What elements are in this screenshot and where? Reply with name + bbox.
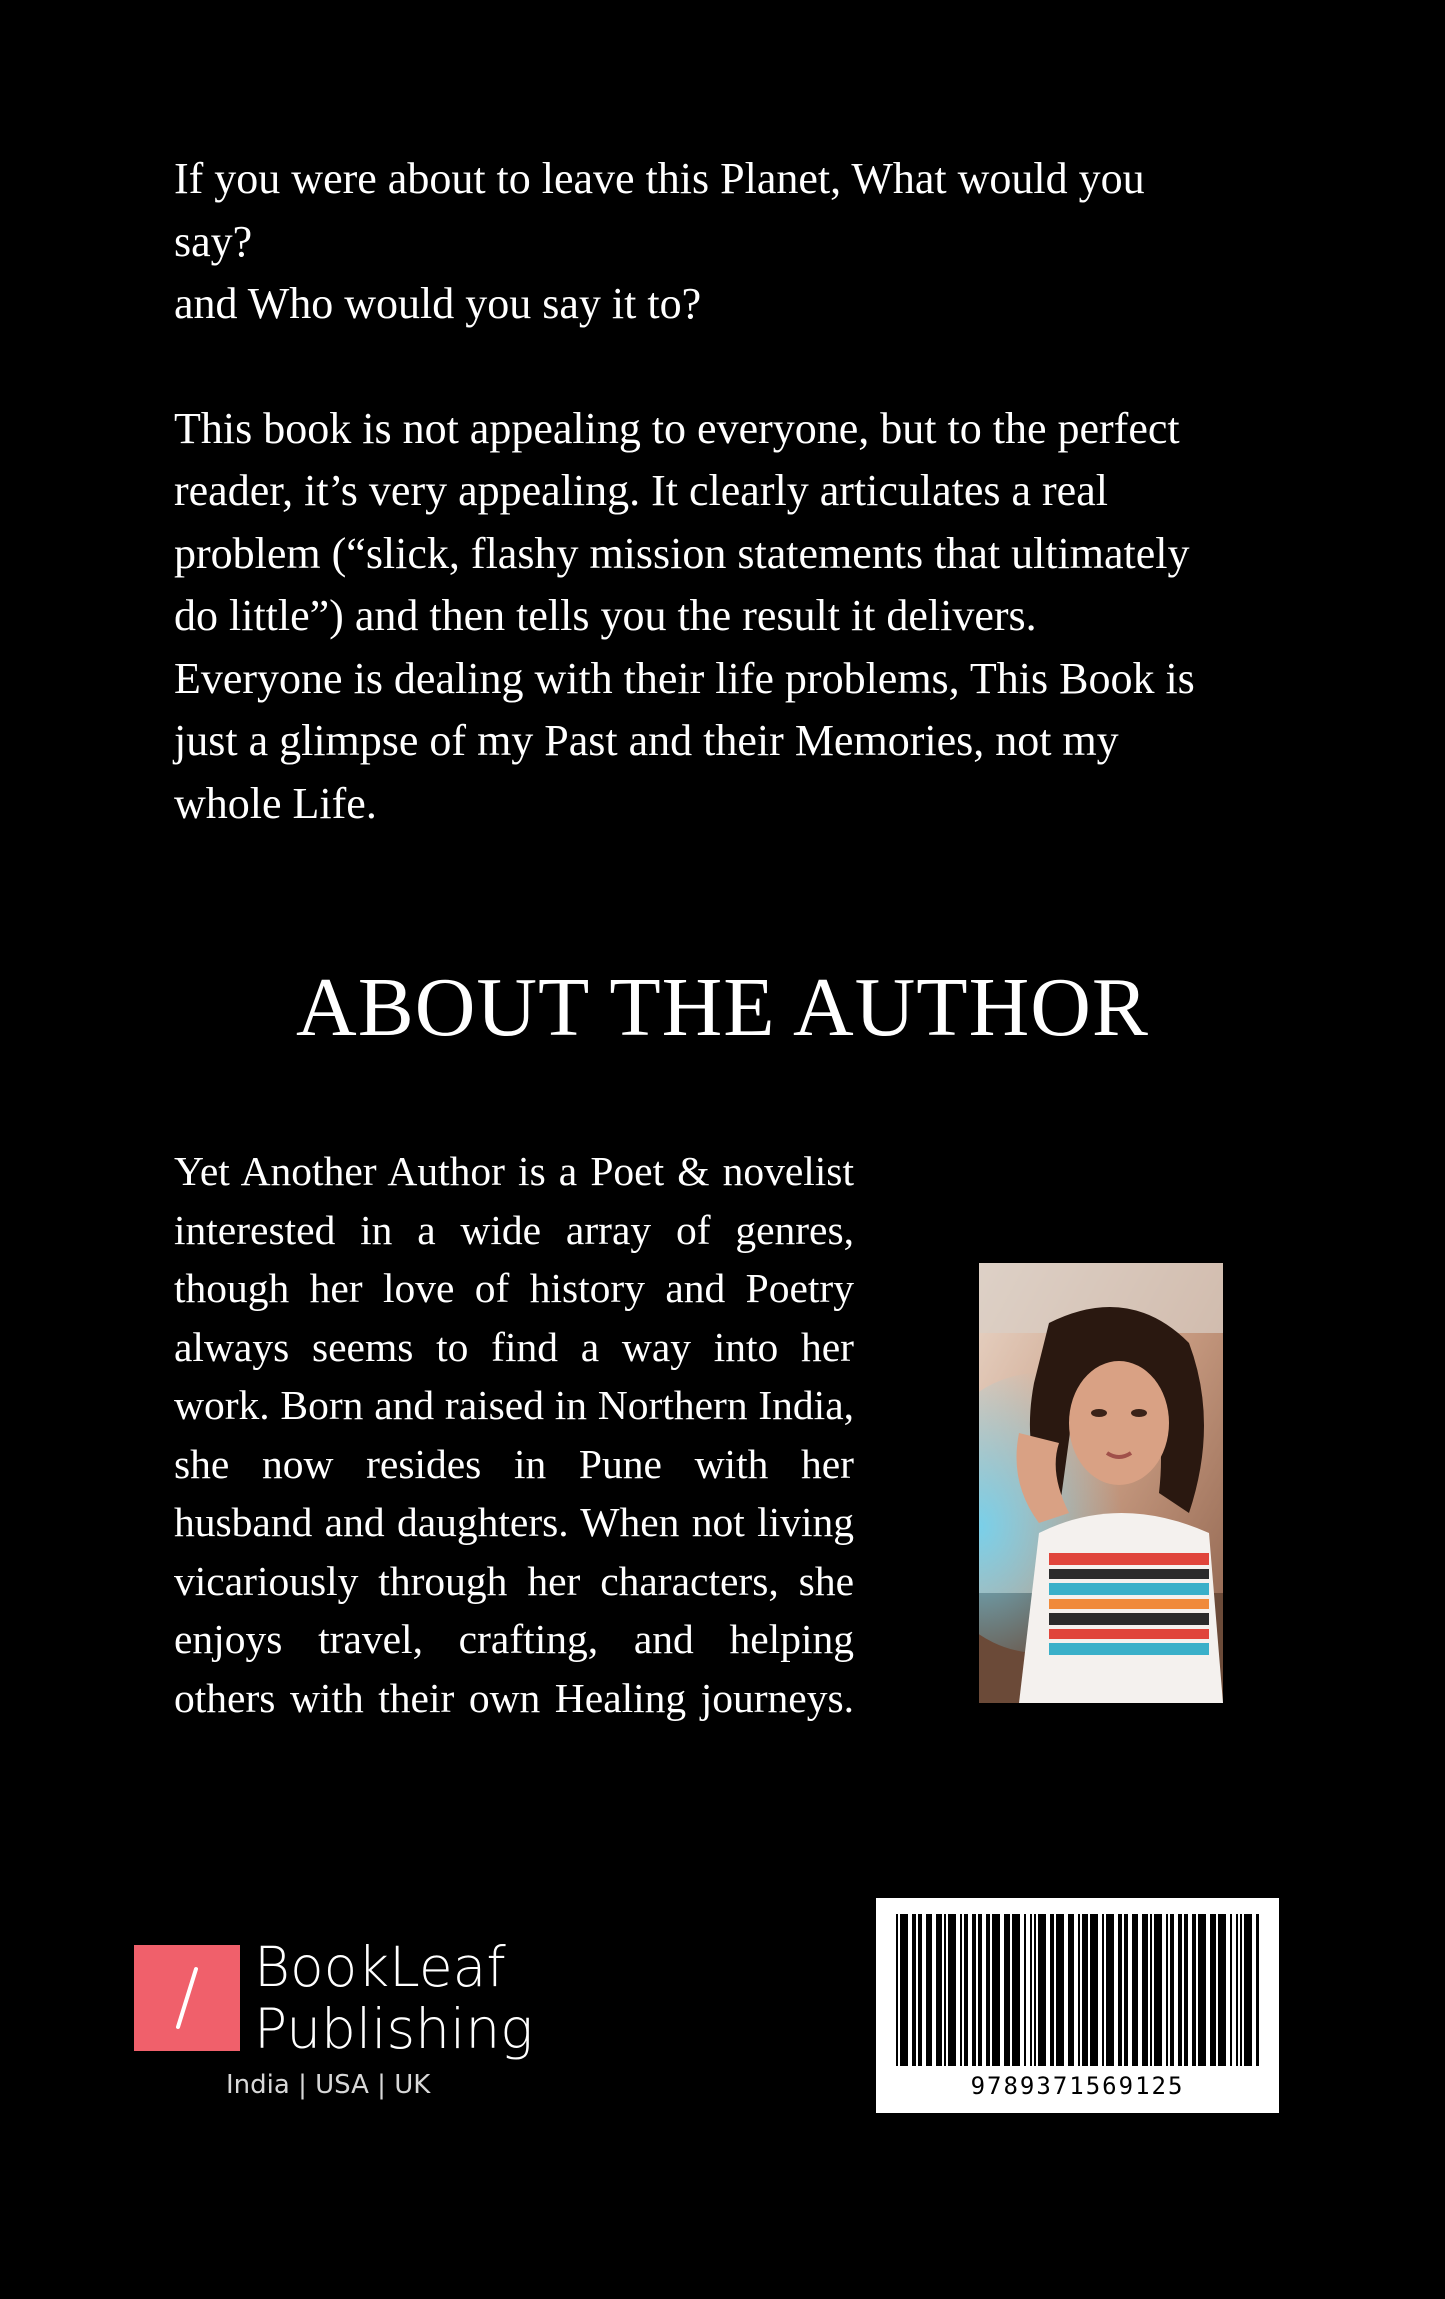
barcode-bar: [896, 1914, 898, 2066]
barcode-bar: [1124, 1914, 1128, 2066]
blurb-line: This book is not appealing to everyone, but to the perfect: [174, 403, 1180, 453]
barcode-bar: [1184, 1914, 1188, 2066]
barcode-bar: [1178, 1914, 1182, 2066]
barcode-bar: [1106, 1914, 1114, 2066]
barcode-bar: [1082, 1914, 1088, 2066]
barcode-bar: [1004, 1914, 1010, 2066]
publisher-name-line2: Publishing: [254, 1997, 534, 2061]
barcode-bar: [1078, 1914, 1080, 2066]
author-bio: Yet Another Author is a Poet & novelist interested in a wide array of genres, though her love of history and Poetry always seems to find a way into her work. Born and raised in Northern India, she now resides in Pune with her husband and daughters. When not living vicariously through her characters, she enjoys travel, crafting, and helping others with their own Healing journeys.: [174, 1148, 854, 1721]
barcode-bar: [1150, 1914, 1152, 2066]
barcode-bar: [1132, 1914, 1138, 2066]
barcode-bar: [1230, 1914, 1232, 2066]
blurb-line: just a glimpse of my Past and their Memories, not my: [174, 716, 1119, 765]
barcode-bar: [972, 1914, 976, 2066]
barcode-bar: [1256, 1914, 1259, 2066]
barcode-bar: [1090, 1914, 1098, 2066]
barcode-bar: [1024, 1914, 1026, 2066]
barcode-bar: [1050, 1914, 1054, 2066]
barcode-bar: [1166, 1914, 1168, 2066]
barcode-bar: [978, 1914, 982, 2066]
publisher-regions: India | USA | UK: [226, 2070, 431, 2100]
publisher-name-line1: BookLeaf: [254, 1935, 506, 1999]
barcode-bar: [1056, 1914, 1064, 2066]
blurb-line: Everyone is dealing with their life problems, This Book is: [174, 653, 1195, 703]
barcode-bar: [1142, 1914, 1148, 2066]
barcode-bar: [960, 1914, 962, 2066]
barcode-bar: [1154, 1914, 1162, 2066]
blurb-line: say?: [174, 216, 253, 266]
blurb-line: whole Life.: [174, 778, 377, 828]
slash-icon: [134, 1945, 240, 2051]
barcode-bar: [912, 1914, 916, 2066]
barcode-bar: [1118, 1914, 1122, 2066]
barcode-bar: [1210, 1914, 1216, 2066]
blurb-line: do little”) and then tells you the result it delivers.: [174, 591, 1037, 640]
barcode-bar: [944, 1914, 946, 2066]
publisher-name: [254, 1936, 533, 2060]
barcode-bar: [1244, 1914, 1252, 2066]
barcode-bar: [1218, 1914, 1226, 2066]
barcode-bar: [918, 1914, 922, 2066]
barcode-bar: [1170, 1914, 1174, 2066]
barcode-bar: [1068, 1914, 1074, 2066]
blurb-line: reader, it’s very appealing. It clearly articulates a real: [174, 466, 1108, 515]
barcode-bar: [1012, 1914, 1020, 2066]
back-cover-blurb: [174, 148, 1294, 835]
barcode-bar: [964, 1914, 968, 2066]
blurb-line: and Who would you say it to?: [174, 279, 702, 328]
blurb-line: If you were about to leave this Planet, What would you: [174, 154, 1145, 203]
barcode-bar: [1030, 1914, 1032, 2066]
barcode-bar: [1192, 1914, 1196, 2066]
barcode-bar: [926, 1914, 932, 2066]
publisher-logo-mark: [134, 1945, 240, 2051]
barcode-bar: [1240, 1914, 1242, 2066]
barcode-bar: [1102, 1914, 1104, 2066]
barcode-bar: [1034, 1914, 1036, 2066]
author-photo: [979, 1263, 1223, 1703]
barcode-bar: [948, 1914, 956, 2066]
barcode-bars: [896, 1914, 1259, 2066]
isbn-number: 9789371569125: [970, 2072, 1185, 2100]
barcode-bar: [936, 1914, 942, 2066]
barcode-bar: [1198, 1914, 1206, 2066]
blurb-line: problem (“slick, flashy mission statements that ultimately: [174, 528, 1190, 578]
barcode-bar: [986, 1914, 990, 2066]
barcode-bar: [1236, 1914, 1238, 2066]
barcode-bar: [900, 1914, 908, 2066]
about-author-heading: ABOUT THE AUTHOR: [296, 961, 1149, 1054]
barcode-bar: [992, 1914, 1000, 2066]
barcode-bar: [1038, 1914, 1046, 2066]
isbn-barcode: [876, 1898, 1279, 2113]
